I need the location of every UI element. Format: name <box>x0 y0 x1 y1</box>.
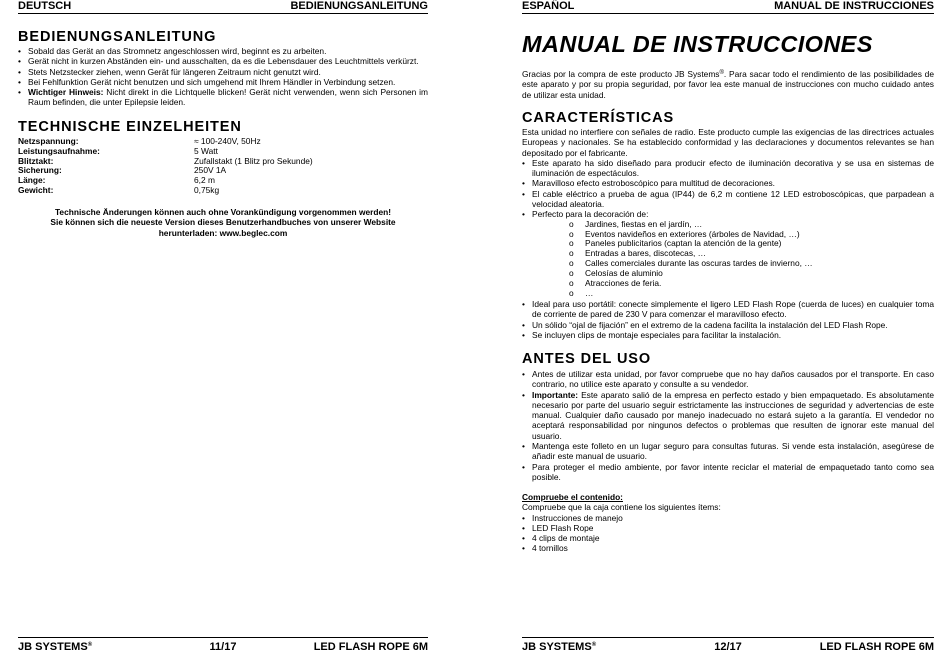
table-row: Länge: 6,2 m <box>18 175 215 186</box>
header-title: BEDIENUNGSANLEITUNG <box>290 0 428 12</box>
intro-paragraph: Gracias por la compra de este producto JB Systems®. Para sacar todo el rendimiento de las posibilidades de este aparato y por su propia seguridad, por favor lea este manual de instrucciones con mucho cuidado antes de utilizar esta unidad. <box>522 69 935 100</box>
list-item: • Maravilloso efecto estroboscópico para multitud de decoraciones. <box>522 178 776 189</box>
list-item: • Bei Fehlfunktion Gerät nicht benutzen und sich umgehend mit Ihrem Händler in Verbindung setzen. <box>18 76 396 87</box>
left-page <box>18 0 428 654</box>
footer-brand: JB SYSTEMS <box>18 641 88 653</box>
sub-list-item: o Celosías de aluminio <box>569 268 663 279</box>
list-item: • LED Flash Rope <box>522 522 594 533</box>
manual-title: MANUAL DE INSTRUCCIONES <box>522 31 873 57</box>
important-item: • Importante: Este aparato salió de la empresa en perfecto estado y bien empaquetado. Es absolutamente necesario por parte del usuario seguir estrictamente las instrucciones de seguridad y advertencias de este manual. Cualquier daño causado por manejo inadecuado no estará sujeto a la garantía. El vendedor no aceptará responsabilidad por ningunos defectos o problemas que resulten de ignorar este manual del usuario. <box>522 389 934 441</box>
table-row: Blitztakt: Zufallstakt (1 Blitz pro Sekunde) <box>18 155 313 166</box>
warning-item: • Wichtiger Hinweis: Nicht direkt in die Lichtquelle blicken! Gerät nicht verwenden, wenn sich Personen im Raum befinden, die unter Epilepsie leiden. <box>18 87 429 108</box>
page-header <box>18 0 428 14</box>
before-use-body <box>522 369 934 482</box>
page-number: 12/17 <box>714 641 742 653</box>
before-use-section <box>522 351 934 368</box>
list-item: • Mantenga este folleto en un lugar seguro para consultas futuras. Si vende esta instalación, asegúrese de añadir este manual de usuario. <box>522 441 934 462</box>
footer-product: LED FLASH ROPE 6M <box>819 641 934 653</box>
header-title: MANUAL DE INSTRUCCIONES <box>774 0 934 12</box>
list-item: • 4 tornillos <box>522 543 568 554</box>
header-language: DEUTSCH <box>18 0 72 12</box>
list-item: • Se incluyen clips de montaje especiales para facilitar la instalación. <box>522 329 782 340</box>
table-row: Netzspannung: ≈ 100-240V, 50Hz <box>18 136 261 146</box>
features-intro: Esta unidad no interfiere con señales de radio. Este producto cumple las exigencias de las directrices actuales Europeas y nacionales. Se ha establecido conformidad y las declaraciones y documentos relevantes se han depositado por el fabricante. <box>522 127 934 158</box>
list-item: • Stets Netzstecker ziehen, wenn Gerät für längeren Zeitraum nicht genutzt wird. <box>18 66 321 77</box>
table-row: Gewicht: 0,75kg <box>18 184 220 195</box>
list-item: • El cable eléctrico a prueba de agua (IP44) de 6,2 m contiene 12 LED estroboscópicas, que parpadean a velocidad aleatoria. <box>522 188 934 210</box>
features-body <box>522 127 934 340</box>
list-item: • Perfecto para la decoración de: <box>522 209 649 220</box>
list-item: • Instrucciones de manejo <box>522 512 623 523</box>
sub-list-item: o Atracciones de feria. <box>569 278 662 289</box>
registered-mark: ® <box>591 642 597 648</box>
operation-section <box>18 29 428 46</box>
header-language: ESPAÑOL <box>522 0 575 12</box>
update-notice: Technische Änderungen können auch ohne Vorankündigung vorgenommen werden! Sie können sich die neueste Version dieses Benutzerhandbuches von unserer Website herunterladen: www.beglec.com <box>50 207 396 238</box>
section-heading: TECHNISCHE EINZELHEITEN <box>18 119 242 135</box>
sub-list-item: o Calles comerciales durante las oscuras tardes de invierno, … <box>569 258 813 269</box>
sub-list-item: o … <box>569 288 594 299</box>
contents-heading: Compruebe el contenido: <box>522 492 623 502</box>
footer-product: LED FLASH ROPE 6M <box>313 641 428 653</box>
right-page <box>522 0 934 654</box>
page-footer <box>522 637 934 655</box>
registered-mark: ® <box>87 642 93 648</box>
list-item: • Este aparato ha sido diseñado para producir efecto de iluminación decorativa y se usa en sistemas de iluminación de espectáculos. <box>522 157 934 179</box>
page-footer <box>18 637 428 655</box>
specs-table <box>18 137 313 196</box>
sub-list-item: o Paneles publicitarios (captan la atención de la gente) <box>569 238 782 249</box>
contents-check <box>522 492 934 554</box>
operation-list <box>18 46 428 108</box>
section-heading: BEDIENUNGSANLEITUNG <box>18 29 217 45</box>
sub-list-item: o Jardines, fiestas en el jardín, … <box>569 218 703 229</box>
page-number: 11/17 <box>209 641 237 653</box>
section-heading: CARACTERÍSTICAS <box>522 110 675 126</box>
specs-table-wrap <box>18 137 428 196</box>
specs-section <box>18 119 428 136</box>
section-heading: ANTES DEL USO <box>522 351 652 367</box>
page-header <box>522 0 934 14</box>
list-item: • Un sólido “ojal de fijación” en el extremo de la cadena facilita la instalación del LED Flash Rope. <box>522 319 888 330</box>
sub-list-item: o Entradas a bares, discotecas, … <box>569 248 707 259</box>
table-row: Leistungsaufnahme: 5 Watt <box>18 145 218 156</box>
list-item: • Ideal para uso portátil: conecte simplemente el ligero LED Flash Rope (cuerda de luces) en cualquier toma de corriente de pared de 230 V para comenzar el maravilloso efecto. <box>522 298 934 320</box>
footer-brand: JB SYSTEMS <box>522 641 592 653</box>
sub-list-item: o Eventos navideños en exteriores (árboles de Navidad, …) <box>569 228 800 239</box>
list-item: • Para proteger el medio ambiente, por favor intente reciclar el material de empaquetado tanto como sea posible. <box>522 461 934 482</box>
list-item: • Sobald das Gerät an das Stromnetz angeschlossen wird, beginnt es zu arbeiten. <box>18 46 327 56</box>
list-item: • Gerät nicht in kurzen Abständen ein- und ausschalten, da es die Lebensdauer des Leuchtmittels verkürzt. <box>18 56 419 67</box>
list-item: • 4 clips de montaje <box>522 533 600 544</box>
contents-intro: Compruebe que la caja contiene los siguientes ítems: <box>522 502 721 513</box>
table-row: Sicherung: 250V 1A <box>18 165 227 176</box>
features-section <box>522 110 934 127</box>
list-item: • Antes de utilizar esta unidad, por favor compruebe que no hay daños causados por el transporte. En caso contrario, no utilice este aparato y consulte a su vendedor. <box>522 369 934 390</box>
